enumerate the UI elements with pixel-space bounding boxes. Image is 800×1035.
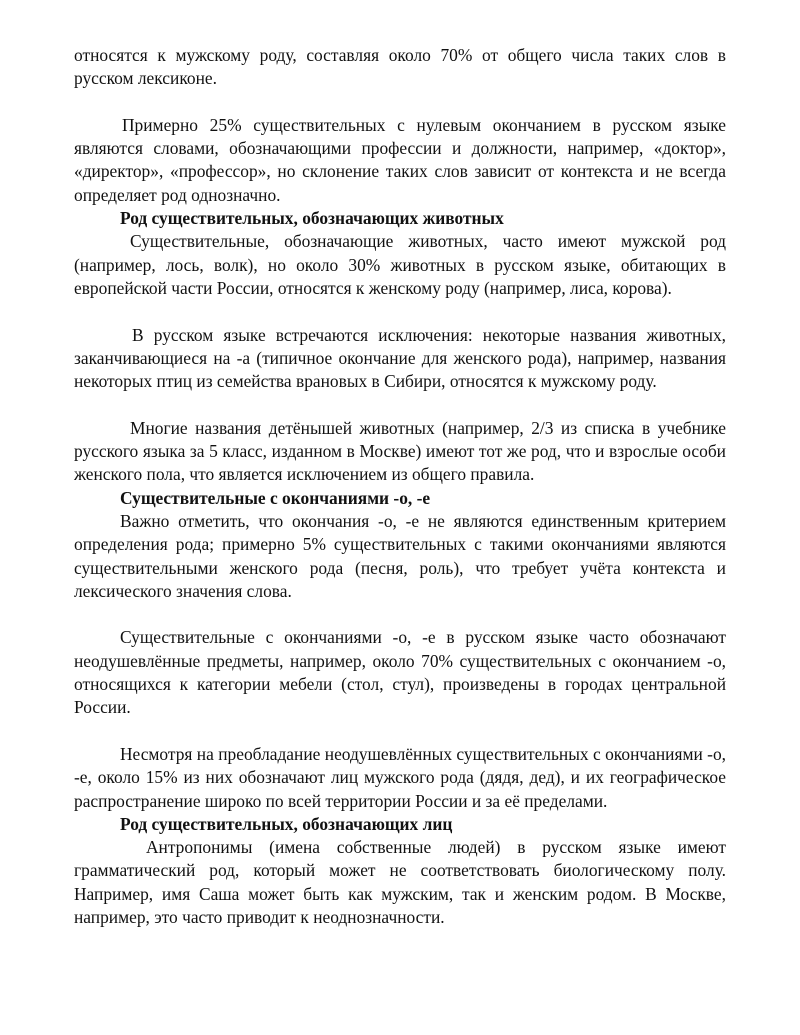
section-heading-persons: Род существительных, обозначающих лиц bbox=[120, 813, 453, 834]
section-heading-animals: Род существительных, обозначающих животных bbox=[120, 208, 504, 229]
paragraph-inanimate-objects: Существительные с окончаниями -о, -е в русском языке часто обозначают неодушевлённые предметы, например, около 70% существительных с окончанием -о, относящихся к категории мебели (стол, стул), произведены в городах центральной России. bbox=[74, 627, 726, 718]
paragraph-masculine-persons: Несмотря на преобладание неодушевлённых существительных с окончаниями -о, -е, около 15% из них обозначают лиц мужского рода (дядя, дед), и их географическое распространение широко по всей территории России и за её пределами. bbox=[74, 743, 726, 811]
document-page bbox=[74, 44, 726, 929]
paragraph-continuation: относятся к мужскому роду, составляя около 70% от общего числа таких слов в русском лексиконе. bbox=[74, 45, 726, 89]
paragraph-anthroponyms: Антропонимы (имена собственные людей) в русском языке имеют грамматический род, который может не соответствовать биологическому полу. Например, имя Саша может быть как мужским, так и женским родом. В Москве, например, это часто приводит к неоднозначности. bbox=[74, 837, 726, 927]
section-heading-endings: Существительные с окончаниями -о, -е bbox=[120, 487, 431, 508]
paragraph-endings-criterion: Важно отметить, что окончания -о, -е не являются единственным критерием определения рода; примерно 5% существительных с такими окончаниями являются существительными женского рода (песня, роль), что требует учёта контекста и лексического значения слова. bbox=[74, 510, 726, 601]
paragraph-professions: Примерно 25% существительных с нулевым окончанием в русском языке являются словами, обозначающими профессии и должности, например, «доктор», «директор», «профессор», но склонение таких слов зависит от контекста и не всегда определяет род однозначно. bbox=[74, 114, 726, 205]
paragraph-animals-gender: Существительные, обозначающие животных, часто имеют мужской род (например, лось, волк), но около 30% животных в русском языке, обитающих в европейской части России, относятся к женскому роду (например, лиса, корова). bbox=[74, 231, 726, 298]
paragraph-animal-exceptions: В русском языке встречаются исключения: некоторые названия животных, заканчивающиеся на -а (типичное окончание для женского рода), например, названия некоторых птиц из семейства врановых в Сибири, относятся к мужскому роду. bbox=[74, 324, 726, 392]
paragraph-young-animals: Многие названия детёнышей животных (например, 2/3 из списка в учебнике русского языка за 5 класс, изданном в Москве) имеют тот же род, что и взрослые особи женского пола, что является исключением из общего правила. bbox=[74, 417, 726, 485]
